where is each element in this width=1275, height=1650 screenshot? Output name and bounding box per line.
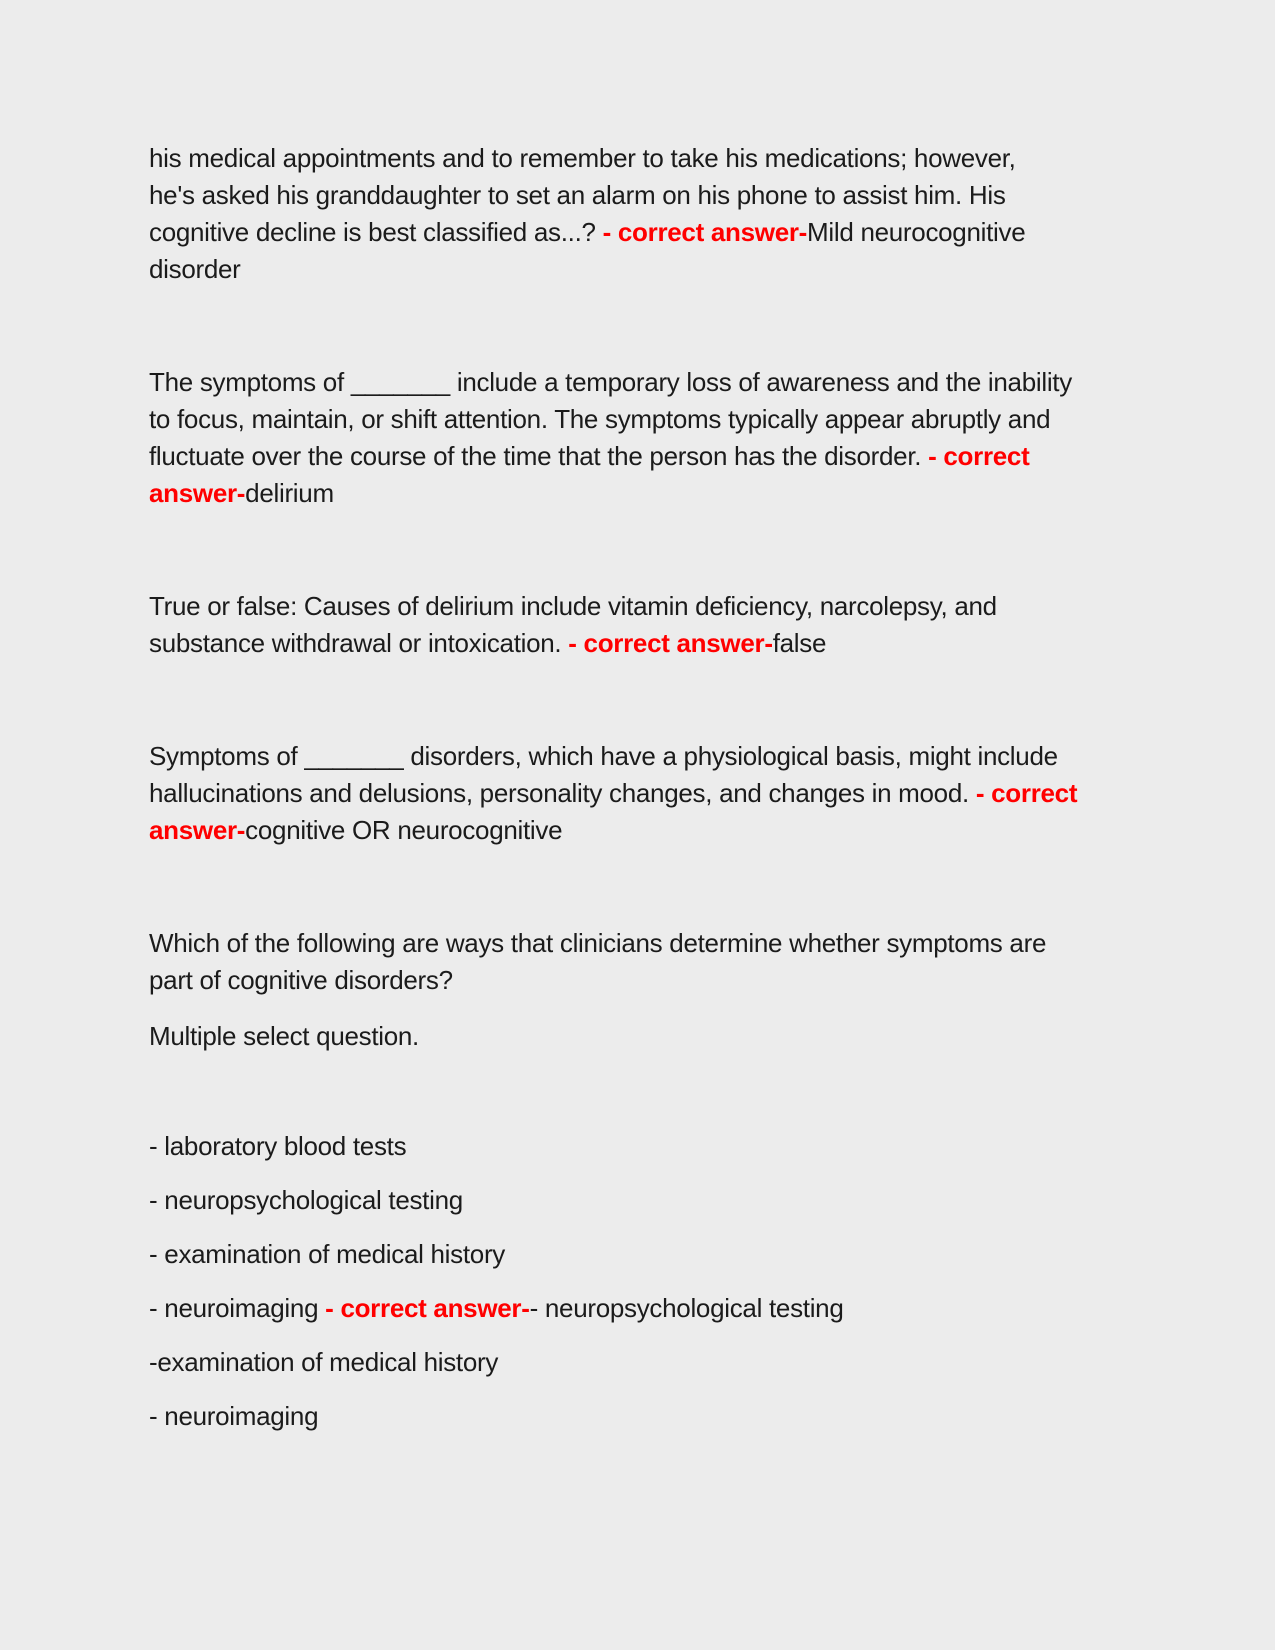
text-run: Mild neurocognitive <box>807 217 1026 247</box>
text-line <box>149 812 1215 849</box>
text-line <box>149 1398 1215 1435</box>
question-block-1 <box>149 140 1215 288</box>
text-run: hallucinations and delusions, personality changes, and changes in mood. <box>149 778 976 808</box>
correct-answer-marker: - correct <box>975 778 1078 808</box>
text-run: cognitive OR neurocognitive <box>245 815 563 845</box>
text-run: The symptoms of _______ include a temporary loss of awareness and the inability <box>149 367 1072 397</box>
text-run: cognitive decline is best classified as...? <box>149 217 603 247</box>
text-line <box>149 475 1215 512</box>
correct-answer-marker: - correct answer- <box>602 217 808 247</box>
option-neuroimaging-with-answer <box>149 1290 1215 1327</box>
text-run: substance withdrawal or intoxication. <box>149 628 569 658</box>
text-run: fluctuate over the course of the time that the person has the disorder. <box>149 441 929 471</box>
text-run: - neuropsychological testing <box>149 1185 463 1215</box>
text-line <box>149 1344 1215 1381</box>
text-line <box>149 1236 1215 1273</box>
text-line <box>149 588 1215 625</box>
answer-neuroimaging <box>149 1398 1215 1435</box>
text-line <box>149 1290 1215 1327</box>
text-run: - neuroimaging <box>149 1293 326 1323</box>
text-line <box>149 140 1215 177</box>
text-run: Which of the following are ways that clinicians determine whether symptoms are <box>149 928 1047 958</box>
text-run: - neuroimaging <box>149 1401 319 1431</box>
text-run: - examination of medical history <box>149 1239 505 1269</box>
correct-answer-marker: answer- <box>149 815 246 845</box>
question-block-4 <box>149 738 1215 849</box>
correct-answer-marker: - correct answer- <box>325 1293 530 1323</box>
text-line <box>149 251 1215 288</box>
text-line <box>149 625 1215 662</box>
multiple-select-note <box>149 1018 1215 1055</box>
text-run: part of cognitive disorders? <box>149 965 453 995</box>
text-line <box>149 1018 1215 1055</box>
text-run: disorder <box>149 254 241 284</box>
text-line <box>149 438 1215 475</box>
correct-answer-marker: - correct answer- <box>568 628 773 658</box>
text-line <box>149 925 1215 962</box>
answer-examination-of-medical-history <box>149 1344 1215 1381</box>
text-line <box>149 364 1215 401</box>
text-run: Symptoms of _______ disorders, which have a physiological basis, might include <box>149 741 1058 771</box>
option-laboratory-blood-tests <box>149 1128 1215 1165</box>
text-run: false <box>772 628 827 658</box>
text-line <box>149 1128 1215 1165</box>
correct-answer-marker: answer- <box>149 478 246 508</box>
text-run: - laboratory blood tests <box>149 1131 407 1161</box>
text-line <box>149 1182 1215 1219</box>
correct-answer-marker: - correct <box>928 441 1030 471</box>
text-run: delirium <box>245 478 334 508</box>
text-line <box>149 214 1215 251</box>
text-run: - neuropsychological testing <box>529 1293 844 1323</box>
question-block-2 <box>149 364 1215 512</box>
question-block-3 <box>149 588 1215 662</box>
option-examination-of-medical-history <box>149 1236 1215 1273</box>
text-line <box>149 738 1215 775</box>
text-line <box>149 401 1215 438</box>
text-run: -examination of medical history <box>149 1347 499 1377</box>
text-run: Multiple select question. <box>149 1021 419 1051</box>
text-line <box>149 177 1215 214</box>
text-line <box>149 962 1215 999</box>
text-line <box>149 775 1215 812</box>
text-run: his medical appointments and to remember to take his medications; however, <box>149 143 1016 173</box>
text-run: to focus, maintain, or shift attention. The symptoms typically appear abruptly and <box>149 404 1051 434</box>
question-block-5-prompt <box>149 925 1215 999</box>
text-run: he's asked his granddaughter to set an alarm on his phone to assist him. His <box>149 180 1006 210</box>
text-run: True or false: Causes of delirium include vitamin deficiency, narcolepsy, and <box>149 591 997 621</box>
option-neuropsychological-testing <box>149 1182 1215 1219</box>
